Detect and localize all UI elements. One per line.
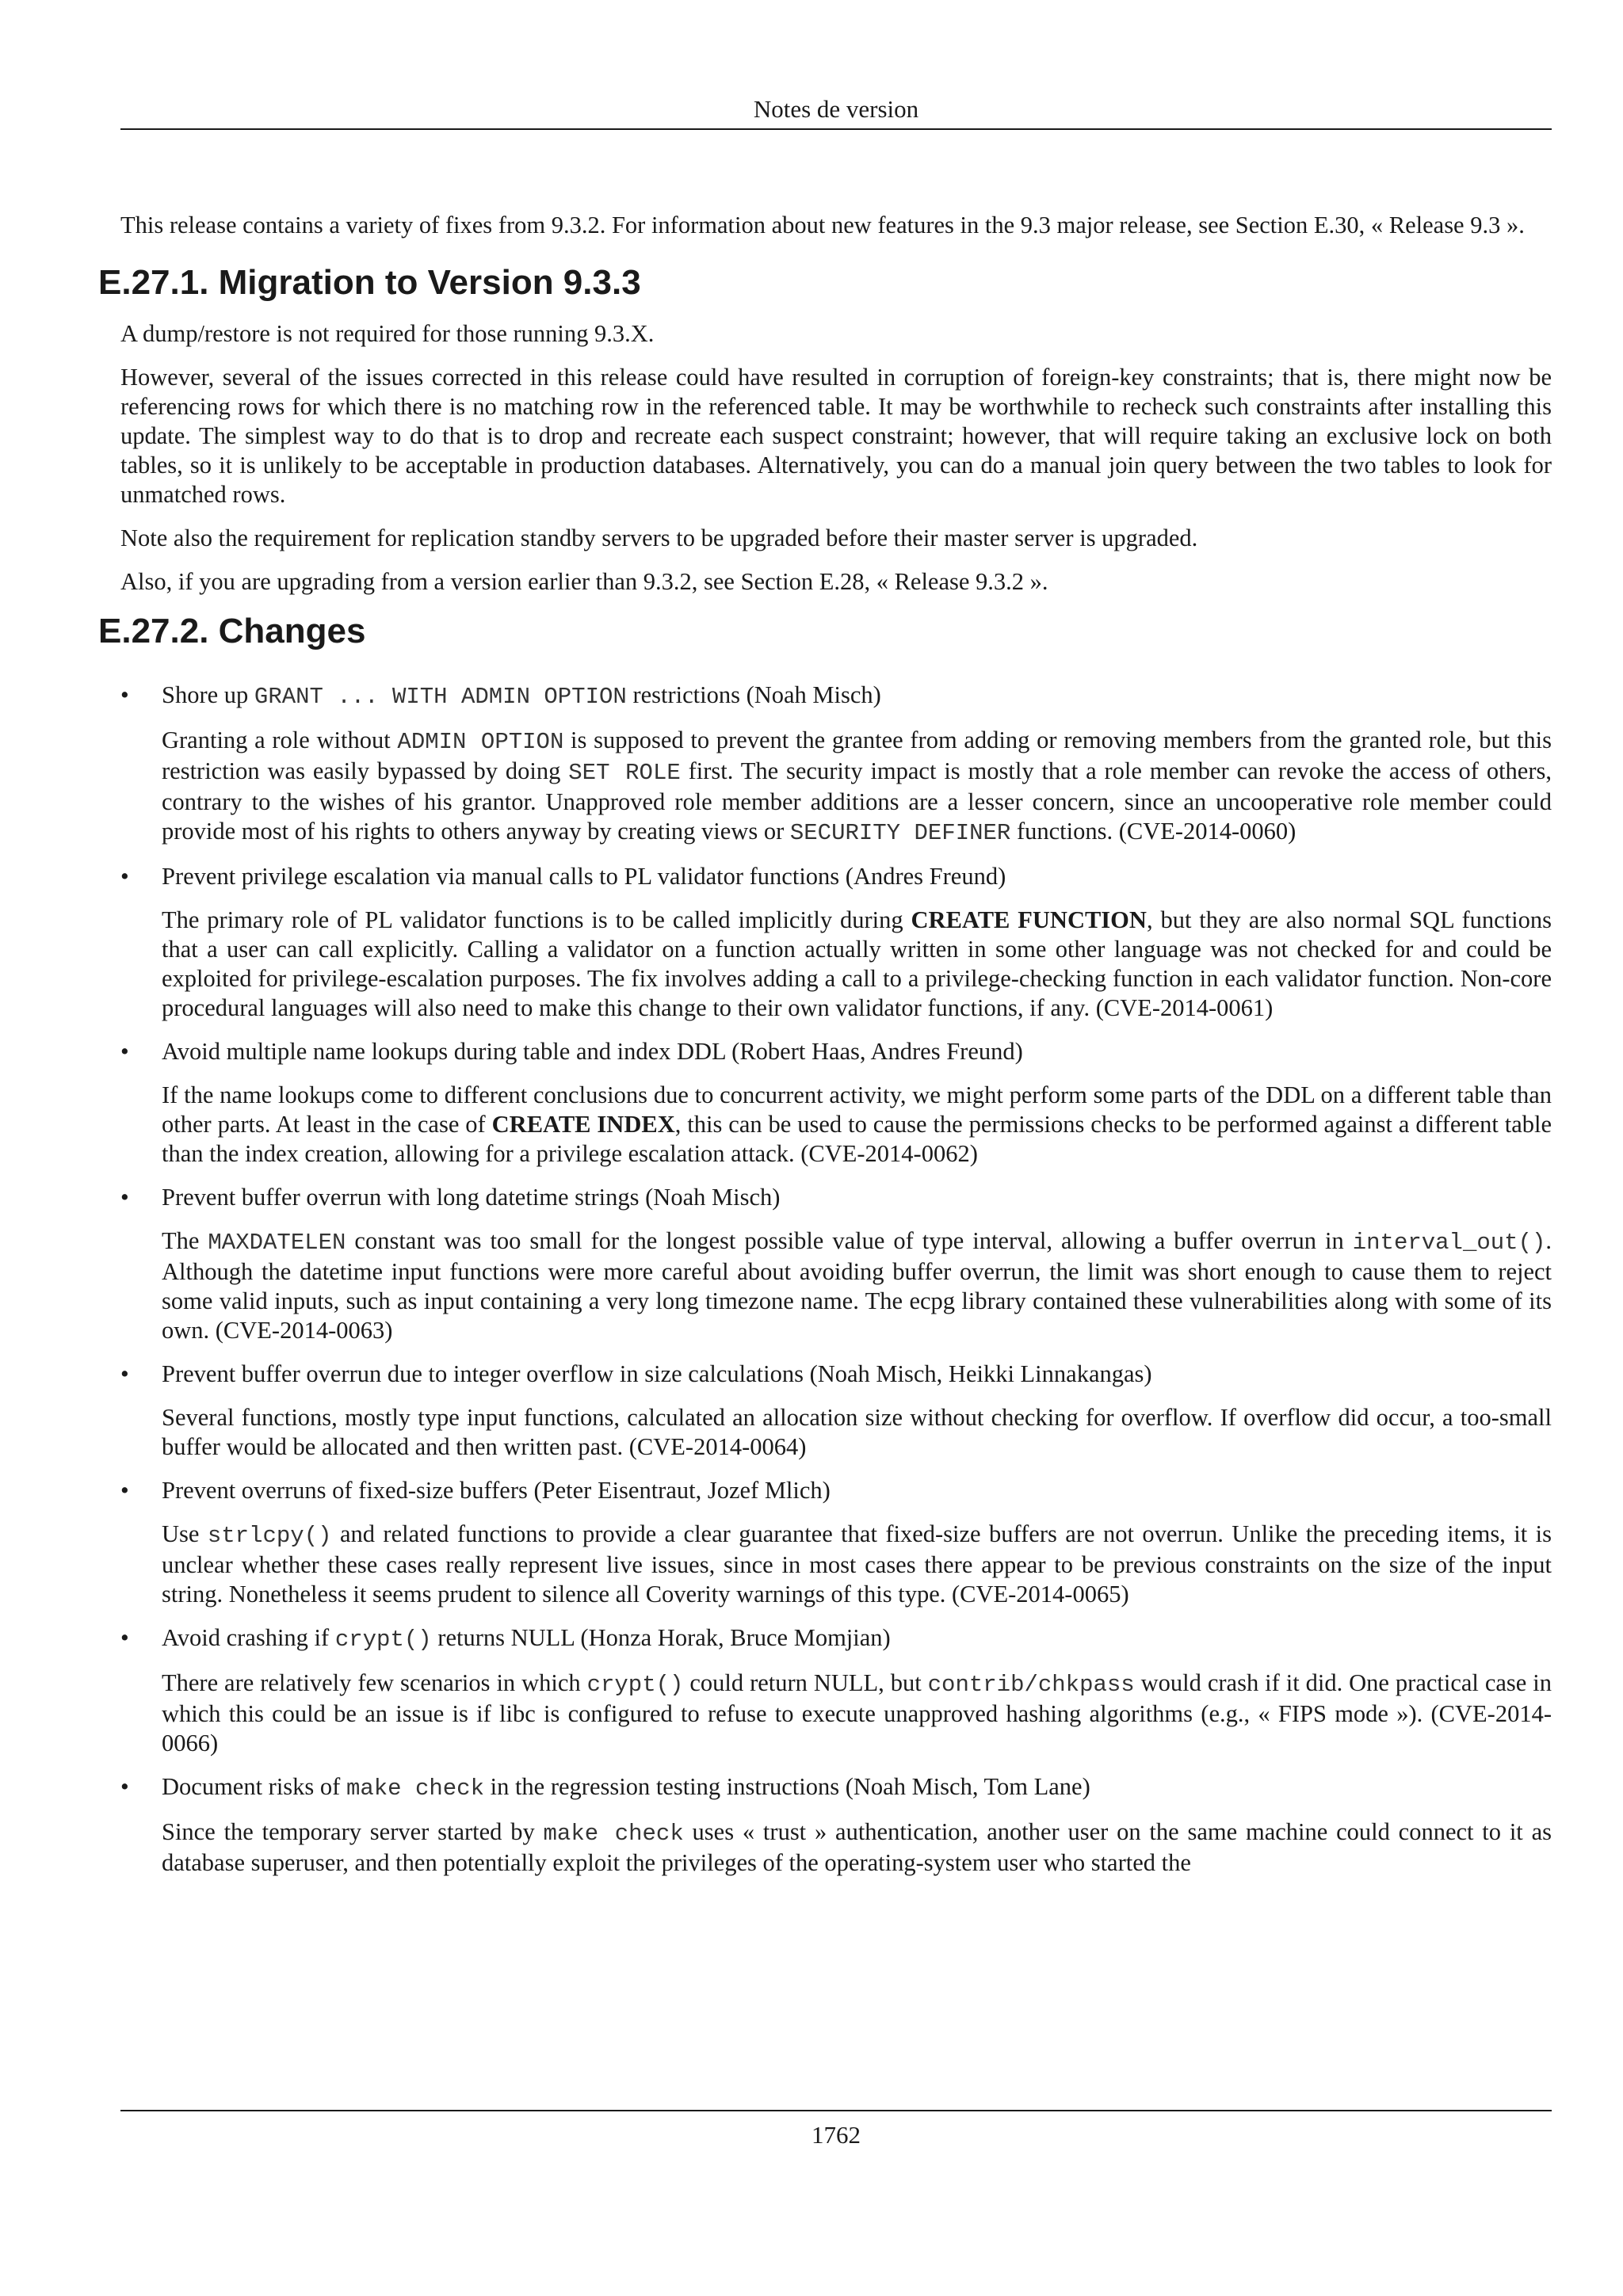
text: in the regression testing instructions (Noah Misch, Tom Lane) — [483, 1773, 1090, 1800]
change-item — [120, 1476, 1552, 1609]
migration-heading: E.27.1. Migration to Version 9.3.3 — [98, 263, 641, 302]
change-description — [162, 1226, 1552, 1345]
change-description: Several functions, mostly type input functions, calculated an allocation size without checking for overflow. If overflow did occur, a too-small buffer would be allocated and then written past. (CVE-2014-0064) — [162, 1404, 1552, 1460]
change-item — [120, 1037, 1552, 1169]
migration-paragraph: A dump/restore is not required for those running 9.3.X. — [120, 320, 655, 347]
bullet: • — [120, 1477, 129, 1504]
change-item — [120, 1623, 1552, 1758]
text: Use — [162, 1520, 208, 1547]
bullet: • — [120, 1773, 129, 1800]
code: make check — [346, 1775, 484, 1802]
changes-heading: E.27.2. Changes — [98, 612, 366, 650]
change-title: Prevent buffer overrun due to integer overflow in size calculations (Noah Misch, Heikki Linnakangas) — [162, 1360, 1152, 1387]
changes-list — [120, 681, 1552, 1878]
change-title: Prevent privilege escalation via manual calls to PL validator functions (Andres Freund) — [162, 863, 1006, 890]
code: GRANT ... WITH ADMIN OPTION — [254, 684, 627, 710]
text: The — [162, 1227, 208, 1254]
text: would crash if it did. One practical case in which this could be an issue is if libc is configured to refuse to execute unapproved hashing algorithms (e.g., « FIPS mode »). (CVE-2014-0066) — [162, 1669, 1552, 1756]
text: could return NULL, but — [683, 1669, 928, 1696]
bullet: • — [120, 681, 129, 708]
text: , but they are also normal SQL functions that a user can call explicitly. Calling a validator on a function actually written in some other language was not checked for and could be exploited for privilege-escalation purposes. The fix involves adding a call to a privilege-checking function in each validator function. Non-core procedural languages will also need to make this change to their own validator functions, if any. (CVE-2014-0061) — [162, 906, 1552, 1021]
change-title: Avoid multiple name lookups during table and index DDL (Robert Haas, Andres Freund) — [162, 1038, 1023, 1065]
header-rule — [120, 128, 1552, 130]
text: , this can be used to cause the permissions checks to be performed against a different table than the index creation, allowing for a privilege escalation attack. (CVE-2014-0062) — [162, 1111, 1552, 1167]
code: SECURITY DEFINER — [789, 820, 1011, 846]
change-title — [162, 1623, 1552, 1654]
change-description — [162, 906, 1552, 1023]
text: There are relatively few scenarios in which — [162, 1669, 587, 1696]
text: Granting a role without — [162, 727, 398, 753]
text: constant was too small for the longest possible value of type interval, allowing a buffer overrun in — [346, 1227, 1353, 1254]
text: If the name lookups come to different conclusions due to concurrent activity, we might perform some parts of the DDL on a different table than other parts. At least in the case of — [162, 1081, 1552, 1138]
text: Shore up — [162, 681, 254, 708]
code: interval_out() — [1352, 1230, 1546, 1256]
change-item — [120, 1360, 1552, 1462]
text: returns NULL (Honza Horak, Bruce Momjian) — [431, 1624, 891, 1651]
text: . Although the datetime input functions were more careful about avoiding buffer overrun, the limit was short enough to cause them to reject some valid inputs, such as input containing a very long timezone name. The ecpg library contained these vulnerabilities along with some of its own. (CVE-2014-0063) — [162, 1227, 1552, 1344]
running-header: Notes de version — [753, 95, 919, 123]
page-number: 1762 — [812, 2121, 861, 2149]
code: make check — [543, 1821, 684, 1847]
change-item — [120, 1772, 1552, 1878]
footer-rule — [120, 2110, 1552, 2111]
change-title: Prevent overruns of fixed-size buffers (Peter Eisentraut, Jozef Mlich) — [162, 1477, 831, 1504]
text: Avoid crashing if — [162, 1624, 335, 1651]
code: SET ROLE — [568, 760, 681, 786]
code: strlcpy() — [207, 1523, 332, 1549]
code: ADMIN OPTION — [397, 729, 564, 755]
migration-section — [98, 262, 1552, 597]
change-title — [162, 681, 1552, 711]
page-body — [98, 211, 1552, 1892]
code: MAXDATELEN — [208, 1230, 346, 1256]
change-description — [162, 1081, 1552, 1169]
migration-paragraph: However, several of the issues corrected in this release could have resulted in corruption of foreign-key constraints; that is, there might now be referencing rows for which there is no matching row in the referenced table. It may be worthwhile to recheck such constraints after installing this update. The simplest way to do that is to drop and recreate each suspect constraint; however, that will require taking an exclusive lock on both tables, so it is unlikely to be acceptable in production databases. Alternatively, you can do a manual join query between the two tables to look for unmatched rows. — [120, 364, 1552, 508]
change-description — [162, 1520, 1552, 1609]
command-name: CREATE INDEX — [491, 1111, 675, 1138]
code: crypt() — [334, 1627, 432, 1653]
text: restrictions (Noah Misch) — [626, 681, 881, 708]
text: functions. (CVE-2014-0060) — [1010, 818, 1296, 845]
change-item — [120, 862, 1552, 1023]
text: is supposed to prevent the grantee from adding or removing members from the granted role, but this restriction was easily bypassed by doing — [162, 727, 1552, 784]
text: and related functions to provide a clear guarantee that fixed-size buffers are not overrun. Unlike the preceding items, it is unclear whether these cases really represent live issues, since in most cases there appear to be previous constraints on the size of the input string. Nonetheless it seems prudent to silence all Coverity warnings of this type. (CVE-2014-0065) — [162, 1520, 1552, 1608]
bullet: • — [120, 1624, 129, 1651]
migration-paragraph: Also, if you are upgrading from a version earlier than 9.3.2, see Section E.28, « Release 9.3.2 ». — [120, 568, 1048, 595]
bullet: • — [120, 863, 129, 890]
change-item — [120, 1183, 1552, 1345]
text: Document risks of — [162, 1773, 346, 1800]
bullet: • — [120, 1184, 129, 1211]
text: Since the temporary server started by — [162, 1818, 544, 1845]
change-title: Prevent buffer overrun with long datetime strings (Noah Misch) — [162, 1184, 781, 1211]
code: crypt() — [586, 1672, 684, 1698]
change-description — [162, 1817, 1552, 1878]
change-description — [162, 726, 1552, 848]
text: The primary role of PL validator functions is to be called implicitly during — [162, 906, 911, 933]
bullet: • — [120, 1360, 129, 1387]
bullet: • — [120, 1038, 129, 1065]
code: contrib/chkpass — [927, 1672, 1135, 1698]
changes-section — [98, 611, 1552, 1878]
command-name: CREATE FUNCTION — [911, 906, 1147, 933]
change-description — [162, 1669, 1552, 1758]
migration-paragraph: Note also the requirement for replication standby servers to be upgraded before their master server is upgraded. — [120, 524, 1198, 551]
intro-paragraph: This release contains a variety of fixes from 9.3.2. For information about new features in the 9.3 major release, see Section E.30, « Release 9.3 ». — [120, 212, 1525, 238]
change-title — [162, 1772, 1552, 1803]
change-item — [120, 681, 1552, 848]
text: uses « trust » authentication, another user on the same machine could connect to it as database superuser, and then potentially exploit the privileges of the operating-system user who started the — [162, 1818, 1552, 1876]
text: first. The security impact is mostly that a role member can revoke the access of others, contrary to the wishes of his grantor. Unapproved role member additions are a lesser concern, since an uncooperative role member could provide most of his rights to others anyway by creating views or — [162, 757, 1552, 845]
